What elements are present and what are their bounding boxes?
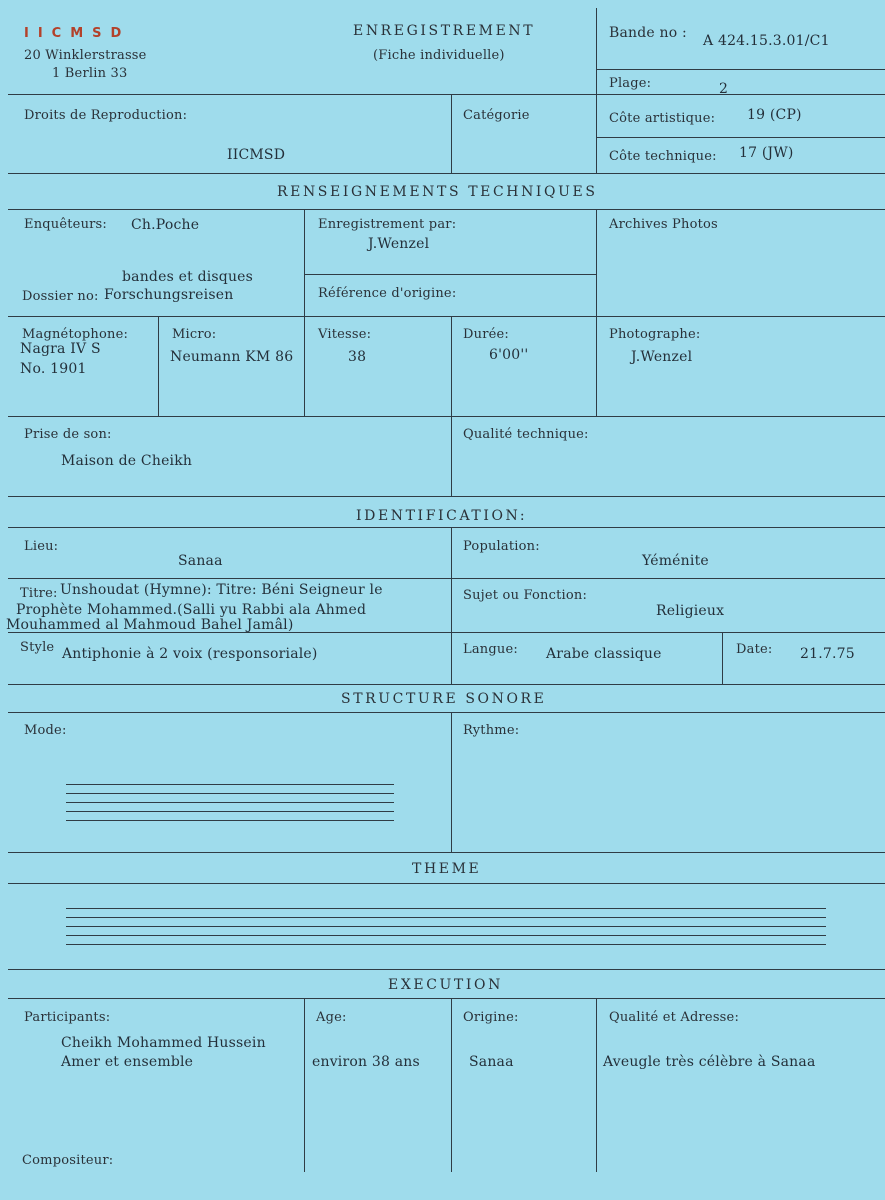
divider-line bbox=[596, 998, 597, 1172]
divider-line bbox=[304, 209, 305, 416]
section-title-identification: IDENTIFICATION: bbox=[356, 508, 528, 524]
bande-value: A 424.15.3.01/C1 bbox=[703, 33, 830, 49]
date-label: Date: bbox=[736, 642, 773, 657]
divider-line bbox=[8, 969, 885, 970]
origine-value: Sanaa bbox=[469, 1054, 514, 1070]
participants-label: Participants: bbox=[24, 1010, 111, 1025]
magnetophone-value-2: No. 1901 bbox=[20, 361, 87, 377]
duree-value: 6'00'' bbox=[489, 347, 529, 363]
divider-line bbox=[8, 684, 885, 685]
divider-line bbox=[596, 137, 885, 138]
prise-de-son-value: Maison de Cheikh bbox=[61, 453, 193, 469]
enqueteurs-value: Ch.Poche bbox=[131, 217, 200, 233]
compositeur-label: Compositeur: bbox=[22, 1153, 114, 1168]
archives-photos-label: Archives Photos bbox=[609, 217, 718, 232]
magnetophone-label: Magnétophone: bbox=[22, 327, 129, 342]
qualite-adresse-value: Aveugle très célèbre à Sanaa bbox=[603, 1054, 816, 1070]
section-title-technique: RENSEIGNEMENTS TECHNIQUES bbox=[277, 184, 598, 200]
org-logo: IICMSD bbox=[24, 26, 131, 41]
divider-line bbox=[8, 316, 885, 317]
section-title-execution: EXECUTION bbox=[388, 977, 503, 993]
divider-line bbox=[8, 998, 885, 999]
age-value: environ 38 ans bbox=[312, 1054, 420, 1070]
rythme-label: Rythme: bbox=[463, 723, 520, 738]
cote-technique-label: Côte technique: bbox=[609, 149, 717, 164]
mode-rule bbox=[66, 793, 394, 794]
divider-line bbox=[8, 416, 885, 417]
style-label: Style bbox=[20, 640, 55, 655]
dossier-value-2: Forschungsreisen bbox=[104, 287, 234, 303]
droits-label: Droits de Reproduction: bbox=[24, 108, 188, 123]
lieu-label: Lieu: bbox=[24, 539, 59, 554]
langue-label: Langue: bbox=[463, 642, 518, 657]
plage-label: Plage: bbox=[609, 76, 652, 91]
participants-line-2: Amer et ensemble bbox=[61, 1054, 194, 1070]
divider-line bbox=[451, 316, 452, 416]
divider-line bbox=[451, 998, 452, 1172]
mode-label: Mode: bbox=[24, 723, 67, 738]
prise-de-son-label: Prise de son: bbox=[24, 427, 112, 442]
divider-line bbox=[8, 527, 885, 528]
divider-line bbox=[451, 527, 452, 684]
form-subtitle: (Fiche individuelle) bbox=[373, 48, 505, 63]
section-title-theme: THEME bbox=[412, 861, 482, 877]
cote-artistique-value: 19 (CP) bbox=[747, 107, 802, 123]
mode-rule bbox=[66, 802, 394, 803]
divider-line bbox=[722, 632, 723, 684]
population-value: Yéménite bbox=[642, 553, 709, 569]
titre-label: Titre: bbox=[20, 586, 58, 601]
divider-line bbox=[8, 712, 885, 713]
population-label: Population: bbox=[463, 539, 540, 554]
titre-line-1: Unshoudat (Hymne): Titre: Béni Seigneur le bbox=[60, 582, 383, 598]
divider-line bbox=[596, 209, 597, 416]
mode-rule bbox=[66, 784, 394, 785]
sujet-fonction-value: Religieux bbox=[656, 603, 725, 619]
dossier-value-1: bandes et disques bbox=[122, 269, 254, 285]
divider-line bbox=[8, 578, 885, 579]
divider-line bbox=[158, 316, 159, 416]
micro-label: Micro: bbox=[172, 327, 217, 342]
titre-line-3: Mouhammed al Mahmoud Bahel Jamâl) bbox=[6, 617, 294, 633]
photographe-label: Photographe: bbox=[609, 327, 701, 342]
mode-rule bbox=[66, 811, 394, 812]
enqueteurs-label: Enquêteurs: bbox=[24, 217, 108, 232]
divider-line bbox=[596, 69, 885, 70]
lieu-value: Sanaa bbox=[178, 553, 223, 569]
form-title: ENREGISTREMENT bbox=[353, 23, 536, 39]
address-line-1: 20 Winklerstrasse bbox=[24, 48, 147, 63]
enregistrement-par-value: J.Wenzel bbox=[368, 236, 430, 252]
divider-line bbox=[304, 274, 596, 275]
magnetophone-value-1: Nagra IV S bbox=[20, 341, 101, 357]
divider-line bbox=[8, 209, 885, 210]
theme-rule bbox=[66, 908, 826, 909]
divider-line bbox=[8, 94, 885, 95]
divider-line bbox=[451, 94, 452, 173]
origine-label: Origine: bbox=[463, 1010, 519, 1025]
langue-value: Arabe classique bbox=[546, 646, 662, 662]
date-value: 21.7.75 bbox=[800, 646, 855, 662]
theme-rule bbox=[66, 917, 826, 918]
duree-label: Durée: bbox=[463, 327, 509, 342]
plage-value: 2 bbox=[719, 81, 729, 97]
divider-line bbox=[451, 712, 452, 852]
section-title-structure: STRUCTURE SONORE bbox=[341, 691, 547, 707]
divider-line bbox=[596, 8, 597, 173]
cote-artistique-label: Côte artistique: bbox=[609, 111, 716, 126]
divider-line bbox=[8, 883, 885, 884]
divider-line bbox=[8, 852, 885, 853]
qualite-adresse-label: Qualité et Adresse: bbox=[609, 1010, 740, 1025]
address-line-2: 1 Berlin 33 bbox=[52, 66, 128, 81]
divider-line bbox=[8, 496, 885, 497]
divider-line bbox=[304, 998, 305, 1172]
theme-rule bbox=[66, 944, 826, 945]
photographe-value: J.Wenzel bbox=[631, 349, 693, 365]
participants-line-1: Cheikh Mohammed Hussein bbox=[61, 1035, 266, 1051]
micro-value: Neumann KM 86 bbox=[170, 349, 294, 365]
enregistrement-par-label: Enregistrement par: bbox=[318, 217, 457, 232]
bande-label: Bande no : bbox=[609, 25, 687, 41]
droits-value: IICMSD bbox=[227, 147, 286, 163]
cote-technique-value: 17 (JW) bbox=[739, 145, 794, 161]
theme-rule bbox=[66, 926, 826, 927]
theme-rule bbox=[66, 935, 826, 936]
vitesse-label: Vitesse: bbox=[318, 327, 372, 342]
mode-rule bbox=[66, 820, 394, 821]
dossier-label: Dossier no: bbox=[22, 289, 99, 304]
style-value: Antiphonie à 2 voix (responsoriale) bbox=[62, 646, 318, 662]
age-label: Age: bbox=[316, 1010, 347, 1025]
sujet-fonction-label: Sujet ou Fonction: bbox=[463, 588, 588, 603]
divider-line bbox=[451, 416, 452, 496]
reference-origine-label: Référence d'origine: bbox=[318, 286, 457, 301]
qualite-technique-label: Qualité technique: bbox=[463, 427, 589, 442]
vitesse-value: 38 bbox=[348, 349, 367, 365]
titre-line-2: Prophète Mohammed.(Salli yu Rabbi ala Ahmed bbox=[16, 602, 367, 618]
divider-line bbox=[8, 173, 885, 174]
categorie-label: Catégorie bbox=[463, 108, 530, 123]
